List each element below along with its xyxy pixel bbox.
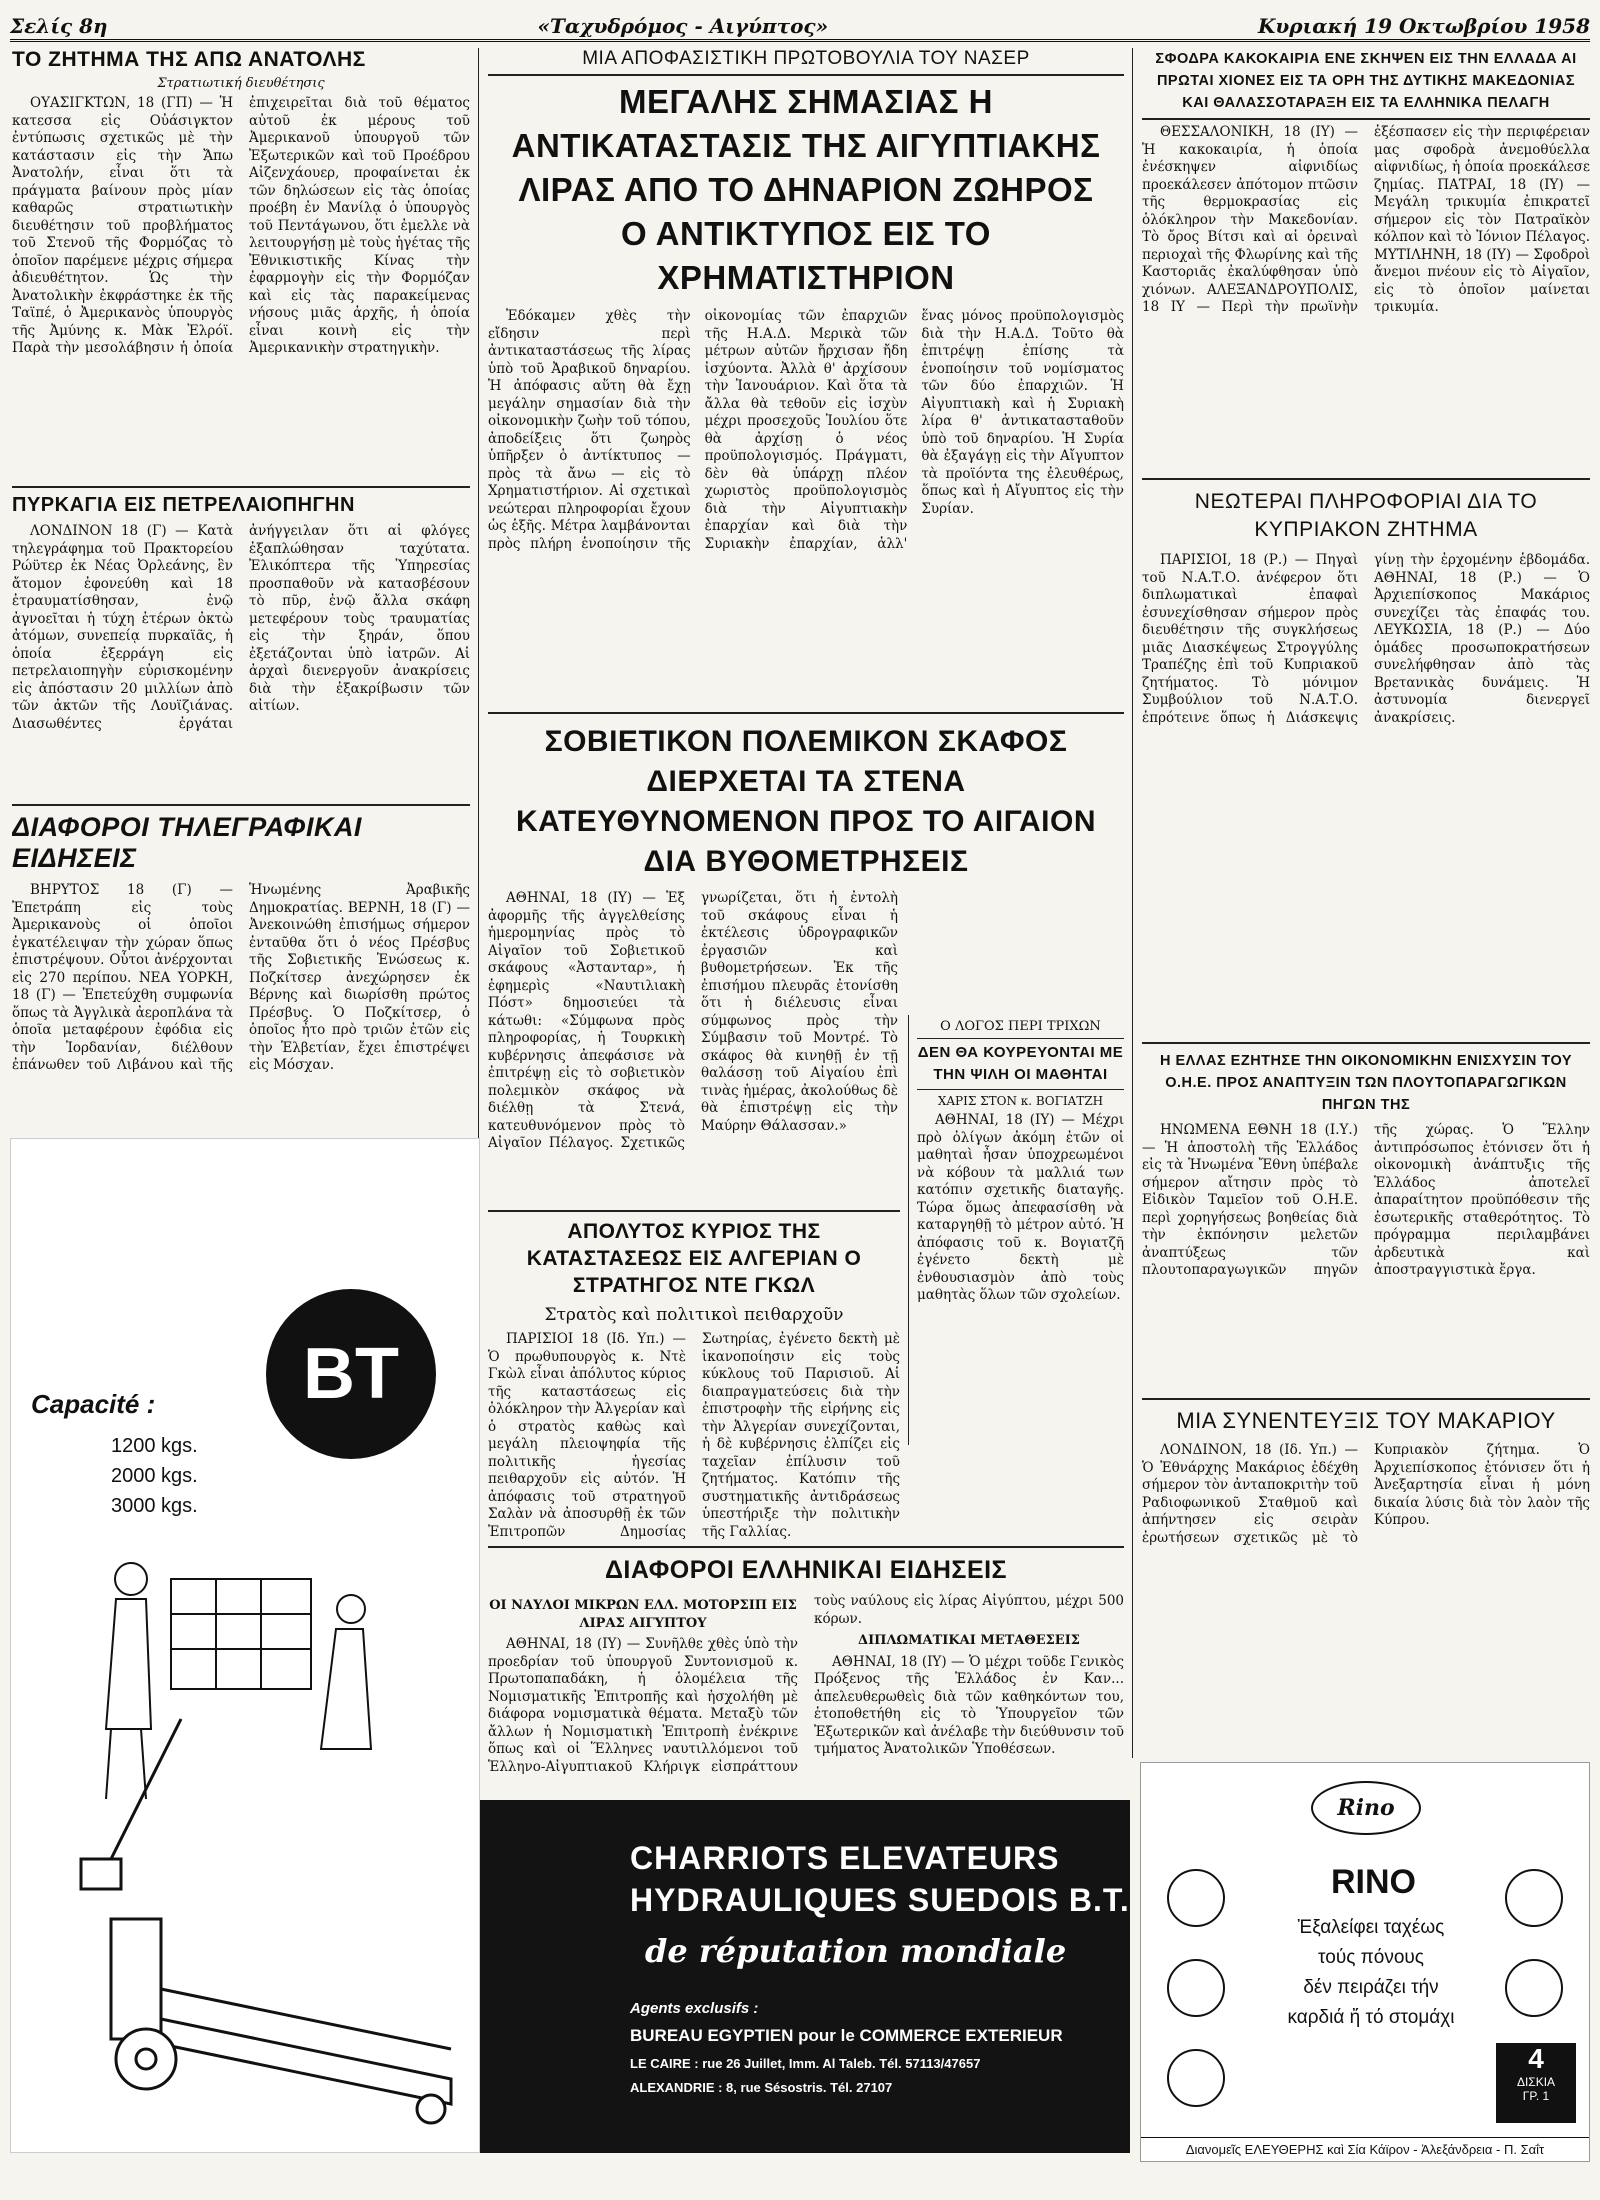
paragraph: ΗΝΩΜΕΝΑ ΕΘΝΗ 18 (Ι.Υ.) — Ἡ ἀποστολὴ τῆς Ἑλλάδος εἰς τὰ Ἡνωμένα Ἔθνη ὑπέβαλε σήμερον αἴτησιν πρὸς τὸ Εἰδικὸν Ταμεῖον τοῦ Ο.Η.Ε. περὶ χορηγήσεως βοηθείας διὰ τὴν ἐκπόνησιν μελετῶν ἀναπτύξεως τῶν πλουτοπαραγωγικῶν πηγῶν τῆς χώρας. Ὁ Ἕλλην ἀντιπρόσωπος ἐτόνισεν ὅτι ἡ οἰκονομικὴ ἀνάπτυξις τῆς Ἑλλάδος ἀποτελεῖ ἀπαραίτητον προϋπόθεσιν τῆς ἐσωτερικῆς σταθερότητος. Τὸ πρόγραμμα περιλαμβάνει ἀρδευτικὰ καὶ ἀποστραγγιστικὰ ἔργα.: [1142, 1122, 1590, 1278]
forklift-banner-advertisement: [480, 1800, 1130, 2153]
ad-capacity-list: [111, 1431, 198, 1521]
paragraph: ΑΘΗΝΑΙ, 18 (ΙΥ) — Ὁ μέχρι τοῦδε Γενικὸς Πρόξενος τῆς Ἑλλάδος ἐν Καν... ἀπελευθερωθεὶς διὰ τῶν καθηκόντων του, ἐτοποθετήθη εἰς τὸ Ὑπουργεῖον τῶν Ἐξωτερικῶν καὶ ἀνέλαβε τὴν διεύθυνσιν τοῦ τμήματος Ἀνατολικῶν Ὑποθέσεων.: [814, 1653, 1124, 1757]
rino-right-illustrations: [1489, 1858, 1579, 2038]
banner-line-1: CHARRIOTS ELEVATEURS: [630, 1840, 1060, 1876]
crates-icon: [171, 1579, 311, 1689]
paragraph: ΠΑΡΙΣΙΟΙ, 18 (Ρ.) — Πηγαὶ τοῦ Ν.Α.Τ.Ο. ἀνέφερον ὅτι διπλωματικαὶ ἐπαφαὶ ἐσυνεχίσθησαν σήμερον πρὸς διευθέτησιν τῆς συγκλήσεως μιᾶς Διασκέψεως Στρογγύλης Τραπέζης ἐπὶ τοῦ Κυπριακοῦ ζητήματος. Τὸ μόνιμον Συμβούλιον τοῦ Ν.Α.Τ.Ο. ἐπρότεινε ὅπως ἡ Διάσκεψις γίνῃ τὴν ἐρχομένην ἑβδομάδα. ΑΘΗΝΑΙ, 18 (Ρ.) — Ὁ Ἀρχιεπίσκοπος Μακάριος συνεχίζει τὰς ἐπαφάς του. ΛΕΥΚΩΣΙΑ, 18 (Ρ.) — Δύο ὁμάδες προσωποκρατήσεων συνελήφθησαν ἀπὸ τὰς Βρετανικὰς δυνάμεις. Ἡ ἀστυνομία διενεργεῖ ἀνακρίσεις.: [1142, 552, 1590, 726]
banner-tagline: de réputation mondiale: [645, 1932, 1067, 1970]
slogan-line: τούς πόνους: [1318, 1947, 1424, 1968]
issue-date: Κυριακή 19 Οκτωβρίου 1958: [1258, 13, 1590, 38]
article-headline-soviet: ΣΟΒΙΕΤΙΚΟΝ ΠΟΛΕΜΙΚΟΝ ΣΚΑΦΟΣ ΔΙΕΡΧΕΤΑΙ ΤΑ ΣΤΕΝΑ ΚΑΤΕΥΘΥΝΟΜΕΝΟΝ ΠΡΟΣ ΤΟ ΑΙΓΑΙΟΝ ΔΙΑ ΒΥΘΟΜΕΤΡΗΣΕΙΣ: [515, 725, 1096, 878]
article-body-fire: [12, 523, 470, 798]
article-headline-storm: ΣΦΟΔΡΑ ΚΑΚΟΚΑΙΡΙΑ ΕΝΕ ΣΚΗΨΕΝ ΕΙΣ ΤΗΝ ΕΛΛΑΔΑ ΑΙ ΠΡΩΤΑΙ ΧΙΟΝΕΣ ΕΙΣ ΤΑ ΟΡΗ ΤΗΣ ΔΥΤΙΚΗΣ ΜΑΚΕΔΟΝΙΑΣ ΚΑΙ ΘΑΛΑΣΣΟΤΑΡΑΞΗ ΕΙΣ ΤΑ ΕΛΛΗΝΙΚΑ ΠΕΛΑΓΗ: [1155, 51, 1577, 111]
paragraph: ΛΟΝΔΙΝΟΝ, 18 (Ιδ. Υπ.) — Ὁ Ἐθνάρχης Μακάριος ἐδέχθη σήμερον τὸν ἀνταποκριτὴν τοῦ Ραδιοφωνικοῦ Σταθμοῦ καὶ ἀπήντησεν εἰς σειρὰν ἐρωτήσεων σχετικῶς μὲ τὸ Κυπριακὸν ζήτημα. Ὁ Ἀρχιεπίσκοπος ἐτόνισεν ὅτι ἡ Ἀνεξαρτησία εἶναι ἡ μόνη δικαία λύσις διὰ τὸν λαὸν τῆς Κύπρου.: [1142, 1442, 1590, 1546]
article-body-cyprus: [1142, 552, 1590, 1002]
algeria-article: [488, 1210, 900, 1540]
section-rule: [12, 486, 470, 488]
article-headline-greek: ΔΙΑΦΟΡΟΙ ΕΛΛΗΝΙΚΑΙ ΕΙΔΗΣΕΙΣ: [604, 1556, 1008, 1584]
article-body-algeria: [488, 1331, 900, 1540]
section-rule: [1142, 118, 1590, 120]
article-body-makarios: [1142, 1442, 1590, 1732]
column-rule: [1132, 48, 1133, 1758]
section-rule: [488, 74, 1124, 76]
rino-name: RINO: [1331, 1863, 1416, 1901]
article-body-storm: [1142, 124, 1590, 454]
article-body-telegraph: [12, 882, 470, 1133]
section-rule: [1142, 1042, 1590, 1044]
banner-agents-label: Agents exclusifs :: [630, 2000, 759, 2017]
capacity-item: 2000 kgs.: [111, 1465, 198, 1487]
forklift-icon: [81, 1719, 451, 2123]
paragraph: ΒΗΡΥΤΟΣ 18 (Γ) — Ἐπετράπη εἰς τοὺς Ἀμερικανοὺς οἱ ὁποῖοι ἐγκατέλειψαν τὴν χώραν ὅπως ἐπιστρέψουν. Οὗτοι ἀνέρχονται εἰς 270 περίπου. ΝΕΑ ΥΟΡΚΗ, 18 (Γ) — Ἐπετεύχθη συμφωνία ὅπως τὰ Ἀγγλικὰ ἀεροπλάνα τὰ ὁποῖα μεταφέρουν ἐφόδια εἰς τὴν Ἰορδανίαν, διέλθουν ἐπάνωθεν τοῦ Λιβάνου καὶ τῆς Ἡνωμένης Ἀραβικῆς Δημοκρατίας. ΒΕΡΝΗ, 18 (Γ) — Ἀνεκοινώθη ἐπισήμως σήμερον ἐνταῦθα ὅτι ὁ νέος Πρέσβυς τῆς Σοβιετικῆς Ἑνώσεως κ. Ποζκίτσερ ἀνεχώρησεν ἐκ Βέρνης καὶ διωρίσθη πρώτος Πρέσβυς. Ὁ Ποζκίτσερ, ὁ ὁποῖος ἦτο πρὸ τριῶν ἐτῶν εἰς τὴν Ἑλβετίαν, ἔχει ἐπιστρέψει εἰς Μόσχαν.: [12, 882, 470, 1073]
rino-slogan: [1261, 1913, 1481, 2033]
rino-logo: Rino: [1311, 1781, 1421, 1835]
section-rule: [488, 712, 1124, 714]
rino-advertisement: [1140, 1762, 1590, 2162]
section-rule: [488, 1546, 1124, 1548]
subsection-title: ΟΙ ΝΑΥΛΟΙ ΜΙΚΡΩΝ ΕΛΛ. ΜΟΤΟΡΣΙΠ ΕΙΣ ΛΙΡΑΣ ΑΙΓΥΠΤΟΥ: [489, 1598, 797, 1631]
newspaper-name: «Ταχυδρόμος - Αιγύπτος»: [537, 13, 829, 38]
banner-cairo-address: LE CAIRE : rue 26 Juillet, Imm. Al Taleb. Tél. 57113/47657: [630, 2056, 981, 2071]
cyprus-article: [1142, 478, 1590, 1038]
subsection-title: ΔΙΠΛΩΜΑΤΙΚΑΙ ΜΕΤΑΘΕΣΕΙΣ: [858, 1633, 1080, 1648]
paragraph: ΛΟΝΔΙΝΟΝ 18 (Γ) — Κατὰ τηλεγράφημα τοῦ Πρακτορείου Ρώϋτερ ἐκ Νέας Ὀρλεάνης, ἓν ἄτομον ἐφονεύθη καὶ 18 ἐτραυματίσθησαν, ἐνῷ ἀγνοεῖται ἡ τύχη ἑτέρων ὀκτὼ ἀτόμων, συνεπείᾳ πυρκαϊᾶς, ἡ ὁποία ἐξερράγη εἰς πετρελαιοπηγὴν εὑρισκομένην εἰς ἀπόστασιν 20 μιλλίων ἀπὸ τῶν ἀκτῶν τῆς Λουϊζιάνας. Διασωθέντες ἐργάται ἀνήγγειλαν ὅτι αἱ φλόγες ἐξαπλώθησαν ταχύτατα. Ἐλικόπτερα τῆς Ὑπηρεσίας προσπαθοῦν νὰ κατασβέσουν τὸ πῦρ, ἐνῷ ἄλλα σκάφη μετεφέρουν τοὺς τραυματίας εἰς τὴν ξηράν, ὅπου ἐξετάζονται ὑπὸ ἰατρῶν. Αἱ ἀρχαὶ διενεργοῦν ἀνακρίσεις διὰ τὴν ἐξακρίβωσιν τῶν αἰτίων.: [12, 523, 470, 732]
article-subtitle-barber: ΧΑΡΙΣ ΣΤΟΝ κ. ΒΟΓΙΑΤΖΗ: [937, 1094, 1104, 1108]
section-rule: [1142, 1398, 1590, 1400]
worker-left-icon: [106, 1563, 151, 1799]
barber-article: [908, 1015, 1124, 1445]
article-body-soviet: [488, 890, 898, 1207]
article-body-nasser: [488, 308, 1124, 706]
section-rule: [1142, 478, 1590, 480]
article-kicker-nasser: ΜΙΑ ΑΠΟΦΑΣΙΣΤΙΚΗ ΠΡΩΤΟΒΟΥΛΙΑ ΤΟΥ ΝΑΣΕΡ: [582, 48, 1030, 69]
paragraph: ΠΑΡΙΣΙΟΙ 18 (Ιδ. Υπ.) — Ὁ πρωθυπουργὸς κ. Ντὲ Γκὼλ εἶναι ἀπόλυτος κύριος τῆς καταστάσεως εἰς ὁλόκληρον τὴν Ἀλγερίαν καὶ ὁ στρατὸς καθὼς καὶ μεγάλη πλειοψηφία τῆς πολιτικῆς ἡγεσίας πειθαρχοῦν εἰς αὐτόν. Ἡ ἀπόφασις τοῦ στρατηγοῦ Σαλὰν νὰ ἀποσυρθῇ ἐκ τῶν Ἐπιτροπῶν Δημοσίας Σωτηρίας, ἐγένετο δεκτὴ μὲ ἱκανοποίησιν εἰς τοὺς κύκλους τοῦ Παρισιοῦ. Αἱ διαπραγματεύσεις διὰ τὴν ἐπιστροφὴν τῆς εἰρήνης εἰς τὴν Ἀλγερίαν συνεχίζονται, ἡ δὲ κυβέρνησις ἐλπίζει εἰς ταχεῖαν ἐπίλυσιν τοῦ ζητήματος. Κατόπιν τῆς συστηματικῆς ἀντιδράσεως ὑπεστήριξε τὴν πολιτικὴν τῆς Γαλλίας.: [488, 1331, 900, 1540]
banner-bureau: BUREAU EGYPTIEN pour le COMMERCE EXTERIEUR: [630, 2026, 1063, 2045]
section-rule: [12, 804, 470, 806]
article-headline-un: Η ΕΛΛΑΣ ΕΖΗΤΗΣΕ ΤΗΝ ΟΙΚΟΝΟΜΙΚΗΝ ΕΝΙΣΧΥΣΙΝ ΤΟΥ Ο.Η.Ε. ΠΡΟΣ ΑΝΑΠΤΥΞΙΝ ΤΩΝ ΠΛΟΥΤΟΠΑΡΑΓΩΓΙΚΩΝ ΠΗΓΩΝ ΤΗΣ: [1159, 1053, 1573, 1113]
forklift-illustration: [11, 1519, 479, 2149]
article-title-far-east: ΤΟ ΖΗΤΗΜΑ ΤΗΣ ΑΠΩ ΑΝΑΤΟΛΗΣ: [12, 48, 366, 71]
package-label: ΔΙΣΚΙΑ: [1516, 2075, 1556, 2089]
article-body-barber: [917, 1112, 1124, 1442]
left-column: [12, 48, 470, 1133]
article-title-fire: ΠΥΡΚΑΓΙΑ ΕΙΣ ΠΕΤΡΕΛΑΙΟΠΗΓΗΝ: [12, 494, 355, 516]
package-weight: ΓΡ. 1: [1522, 2089, 1550, 2103]
greek-news-article: [488, 1546, 1124, 1796]
paragraph: Ἐδόκαμεν χθὲς τὴν εἴδησιν περὶ ἀντικαταστάσεως τῆς λίρας ὑπὸ τοῦ Ἀραβικοῦ δηναρίου. Ἡ ἀπόφασις αὕτη θὰ ἔχῃ μεγάλην σημασίαν διὰ τὴν οἰκονομικὴν ζωὴν τοῦ τόπου, ἀποδείξεις ὅτι ζωηρὸς ὑπῆρξεν ὁ ἀντίκτυπος — πρὸς τὰ ἄνω — εἰς τὸ Χρηματιστήριον. Αἱ σχετικαὶ νεώτεραι πληροφορίαι ἔχουν ὡς ἑξῆς. Μέτρα λαμβάνονται πρὸς πλήρη ἑνοποίησιν τῆς οἰκονομίας τῶν ἐπαρχιῶν τῆς Η.Α.Δ. Μερικὰ τῶν μέτρων αὐτῶν ἤρχισαν ἤδη ἰσχύοντα. Ἀλλὰ θ' ἀρχίσουν τὴν Ἰανουάριον. Καὶ ὅτα τὰ ἄλλα θὰ τεθοῦν εἰς ἰσχὺν μέχρι προσεχοῦς Ἰουλίου ὅτε θὰ ἀρχίσῃ ὁ νέος προϋπολογισμός. Πράγματι, δὲν θὰ ὑπάρχῃ πλέον χωριστὸς προϋπολογισμὸς διὰ τὴν Αἰγυπτιακὴν ἐπαρχίαν καὶ διὰ τὴν Συριακὴν ἐπαρχίαν, ἀλλ' ἕνας μόνος προϋπολογισμὸς διὰ τὴν Η.Α.Δ. Τοῦτο θὰ ἐπιτρέψῃ ἐπίσης τὰ ἑνοποίησιν τοῦ νομίσματος τῶν δύο ἐπαρχιῶν. Ἡ Αἰγυπτιακὴ καὶ ἡ Συριακὴ λίρα θ' ἀντικατασταθοῦν ὑπὸ τοῦ δηναρίου. Ἡ Συρία θὰ ἐξαγάγῃ εἰς τὴν Αἴγυπτον τὰ προϊόντα της ἐλευθέρως, ὅπως καὶ ἡ Αἴγυπτος εἰς τὴν Συρίαν.: [488, 308, 1124, 552]
rino-distributor: Διανομεῖς ΕΛΕΥΘΕΡΗΣ καὶ Σία Κάϊρον - Ἀλεξάνδρεια - Π. Σαΐτ: [1141, 2137, 1589, 2161]
faces-icon: [1489, 1858, 1579, 2038]
article-title-telegraph: ΔΙΑΦΟΡΟΙ ΤΗΛΕΓΡΑΦΙΚΑΙ ΕΙΔΗΣΕΙΣ: [12, 812, 362, 873]
article-headline-algeria: ΑΠΟΛΥΤΟΣ ΚΥΡΙΟΣ ΤΗΣ ΚΑΤΑΣΤΑΣΕΩΣ ΕΙΣ ΑΛΓΕΡΙΑΝ Ο ΣΤΡΑΤΗΓΟΣ ΝΤΕ ΓΚΩΛ: [526, 1220, 862, 1297]
article-subtitle: Στρατιωτική διευθέτησις: [157, 76, 325, 91]
article-kicker-barber: Ο ΛΟΓΟΣ ΠΕΡΙ ΤΡΙΧΩΝ: [940, 1019, 1101, 1034]
bt-logo: BT: [266, 1289, 436, 1459]
paragraph: ΑΘΗΝΑΙ, 18 (ΙΥ) — Ἐξ ἀφορμῆς τῆς ἀγγελθείσης ἡμερομηνίας πρὸς τὸ Αἰγαῖον τοῦ Σοβιετικοῦ σκάφους «Ἀστανταρ», ἡ ἐφημερὶς «Ναυτιλιακὴ Πόστ» δημοσιεύει τὰ κάτωθι: «Σύμφωνα πρὸς πληροφορίας, ἡ Τουρκικὴ κυβέρνησις ἀπεφάσισε νὰ ἐπιτρέψῃ εἰς τὸ σοβιετικὸν πολεμικὸν σκάφος νὰ διέλθῃ τὰ Στενά, κατευθυνόμενον πρὸς τὸ Αἰγαῖον Πέλαγος. Σχετικῶς γνωρίζεται, ὅτι ἡ ἐντολὴ τοῦ σκάφους εἶναι ἡ ἐκτέλεσις ὑδρογραφικῶν ἐργασιῶν καὶ βυθομετρήσεων. Ἐκ τῆς ἐπισήμου πλευρᾶς ἐτονίσθη ὅτι ἡ διέλευσις εἶναι σύμφωνος πρὸς τὴν Σύμβασιν τοῦ Μοντρέ. Τὸ σκάφος θὰ κινηθῇ ἐν τῇ θαλάσσῃ τοῦ Αἰγαίου ἐπὶ τινὰς ἡμέρας, ἀκολούθως δὲ θὰ ἐπιστρέψῃ εἰς τὴν Μαύρην Θάλασσαν.»: [488, 890, 898, 1151]
faces-icon: [1151, 1858, 1241, 2118]
nasser-article: [488, 48, 1124, 706]
worker-right-icon: [321, 1595, 371, 1749]
page-number: Σελίς 8η: [10, 13, 108, 38]
article-body-greek: [488, 1593, 1124, 1783]
paragraph: ΟΥΑΣΙΓΚΤΩΝ, 18 (ΓΠ) — Ἡ κατεσσα εἰς Οὐάσιγκτον ἐντύπωσις σχετικῶς μὲ τὴν κατάστασιν εἰς τὴν Ἄπω Ἀνατολήν, εἶναι ὅτι τὰ πράγματα βαίνουν πρὸς μίαν καθαρῶς στρατιωτικὴν διευθέτησιν τοῦ προβλήματος τοῦ Στενοῦ τῆς Φορμόζας τὸ ὁποῖον παρέμενε μέχρις σήμερα ἀδιευθέτητον. Ὡς τὴν Ἀνατολικὴν ἐκφράστηκε ἐκ τῆς Ταϊπέ, ὁ Ἀμερικανὸς ὑπουργὸς τῆς Ἀμύνης κ. Μὰκ Ἐλρόϊ. Παρὰ τὴν μεσολάβησιν ἡ ὁποία ἐπιχειρεῖται διὰ τοῦ θέματος αὐτοῦ ἐκ μέρους τοῦ Ἀμερικανοῦ ὑπουργοῦ τῶν Ἐξωτερικῶν καὶ τοῦ Προέδρου Αἰζενχάουερ, προφαίνεται ἐκ τῶν δηλώσεων εἰς τὰς ὁποίας προέβη ἐν Μανίλᾳ ὁ ὑπουργὸς τοῦ Πεντάγωνου, ὅτι ἐμελλε νὰ λειτουργήσῃ μὲ τοὺς ἡγέτας τῆς Ἐθνικιστικῆς Κίνας τὴν ἐφαρμογὴν εἰς τὴν Φορμόζαν καὶ εἰς τὰς παρακείμενας νήσους μιᾶς ἀρχῆς, ἡ ὁποία εἶναι κοινὴ εἰς τὴν Ἀμερικανικὴν στρατηγικὴν.: [12, 95, 470, 356]
rino-left-illustrations: [1151, 1858, 1241, 2118]
article-headline-cyprus: ΝΕΩΤΕΡΑΙ ΠΛΗΡΟΦΟΡΙΑΙ ΔΙΑ ΤΟ ΚΥΠΡΙΑΚΟΝ ΖΗΤΗΜΑ: [1194, 490, 1538, 541]
article-headline-barber: ΔΕΝ ΘΑ ΚΟΥΡΕΥΟΝΤΑΙ ΜΕ ΤΗΝ ΨΙΛΗ ΟΙ ΜΑΘΗΤΑΙ: [917, 1038, 1124, 1090]
masthead: [10, 12, 1590, 42]
article-headline-nasser: ΜΕΓΑΛΗΣ ΣΗΜΑΣΙΑΣ Η ΑΝΤΙΚΑΤΑΣΤΑΣΙΣ ΤΗΣ ΑΙΓΥΠΤΙΑΚΗΣ ΛΙΡΑΣ ΑΠΟ ΤΟ ΔΗΝΑΡΙΟΝ ΖΩΗΡΟΣ Ο ΑΝΤΙΚΤΥΠΟΣ ΕΙΣ ΤΟ ΧΡΗΜΑΤΙΣΤΗΡΙΟΝ: [511, 83, 1101, 296]
slogan-line: Ἐξαλείφει ταχέως: [1297, 1917, 1445, 1938]
forklift-advertisement: [10, 1138, 480, 2153]
capacity-item: 1200 kgs.: [111, 1435, 198, 1457]
article-body-un: [1142, 1122, 1590, 1392]
section-rule: [488, 1210, 900, 1212]
article-headline-makarios: ΜΙΑ ΣΥΝΕΝΤΕΥΞΙΣ ΤΟΥ ΜΑΚΑΡΙΟΥ: [1176, 1408, 1556, 1433]
un-article: [1142, 1042, 1590, 1392]
article-body-far-east: [12, 95, 470, 480]
slogan-line: καρδιά ἤ τό στομάχι: [1287, 2007, 1455, 2028]
paragraph: ΑΘΗΝΑΙ, 18 (ΙΥ) — Συνῆλθε χθὲς ὑπὸ τὴν προεδρίαν τοῦ ὑπουργοῦ Συντονισμοῦ κ. Πρωτοπαπαδάκη, ἡ ὁλομέλεια τῆς Νομισματικῆς Ἐπιτροπῆς καὶ ἠσχολήθη μὲ διάφορα νομισματικὰ θέματα. Μεταξὺ τῶν ἄλλων ἡ Νομισματικὴ Ἐπιτροπὴ ἐνέκρινε ὅπως καὶ οἱ Ἕλληνες ναυτιλλόμενοι τοῦ Ἑλληνο-Αἰγυπτιακοῦ Κλήριγκ εἰσπράττουν τοὺς ναύλους εἰς λίρας Αἰγύπτου, μέχρι 500 κόρων.: [488, 1593, 1124, 1775]
package-count: 4: [1528, 2043, 1544, 2074]
slogan-line: δέν πειράζει τήν: [1303, 1977, 1439, 1998]
makarios-article: [1142, 1398, 1590, 1753]
storm-article: [1142, 48, 1590, 468]
capacity-item: 3000 kgs.: [111, 1495, 198, 1517]
paragraph: ΑΘΗΝΑΙ, 18 (ΙΥ) — Μέχρι πρὸ ὀλίγων ἀκόμη ἐτῶν οἱ μαθηταὶ ἦσαν ὑποχρεωμένοι νὰ κόβουν τὰ μαλλιά των κατόπιν σχετικῆς διαταγῆς. Τώρα ὅμως ἀπεφασίσθη νὰ καταργηθῇ τὸ μέτρον αὐτό. Ἡ ἀπόφασις τοῦ κ. Βογιατζῆ ἐγένετο δεκτὴ μὲ ἐνθουσιασμὸν ἀπὸ τοὺς μαθητὰς ὅλων τῶν σχολείων.: [917, 1112, 1124, 1303]
ad-capacity-label: Capacité :: [31, 1389, 156, 1419]
banner-alexandria-address: ALEXANDRIE : 8, rue Sésostris. Tél. 27107: [630, 2080, 893, 2095]
rino-package: [1496, 2043, 1576, 2123]
article-subtitle-algeria: Στρατὸς καὶ πολιτικοὶ πειθαρχοῦν: [544, 1305, 844, 1325]
paragraph: ΘΕΣΣΑΛΟΝΙΚΗ, 18 (ΙΥ) — Ἡ κακοκαιρία, ἡ ὁποία ἐνέσκηψεν αἰφνιδίως προεκάλεσεν ἀπότομον πτῶσιν τῆς θερμοκρασίας εἰς ὁλόκληρον τὴν Μακεδονίαν. Τὸ ὄρος Βίτσι καὶ αἱ ὀρειναὶ περιοχαὶ τῆς Φλωρίνης καὶ τῆς Καστοριᾶς ἐκαλύφθησαν ὑπὸ χιόνων. ΑΛΕΞΑΝΔΡΟΥΠΟΛΙΣ, 18 ΙΥ — Περὶ τὴν πρωϊνὴν ἐξέσπασεν εἰς τὴν περιφέρειαν μας σφοδρὰ ἀνεμοθύελλα αἰφνιδίως, ἡ ὁποία προεκάλεσε ζημίας. ΠΑΤΡΑΙ, 18 (ΙΥ) — Μεγάλη τρικυμία ἐπικρατεῖ σήμερον εἰς τὸν Πατραϊκὸν κόλπον καὶ τὸ Ἰόνιον Πέλαγος. ΜΥΤΙΛΗΝΗ, 18 (ΙΥ) — Σφοδροὶ ἄνεμοι πνέουν εἰς τὸ Αἰγαῖον, εἰς τὸ ὁποῖον μαίνεται τρικυμία.: [1142, 124, 1590, 315]
banner-line-2: HYDRAULIQUES SUEDOIS B.T.: [630, 1882, 1130, 1918]
